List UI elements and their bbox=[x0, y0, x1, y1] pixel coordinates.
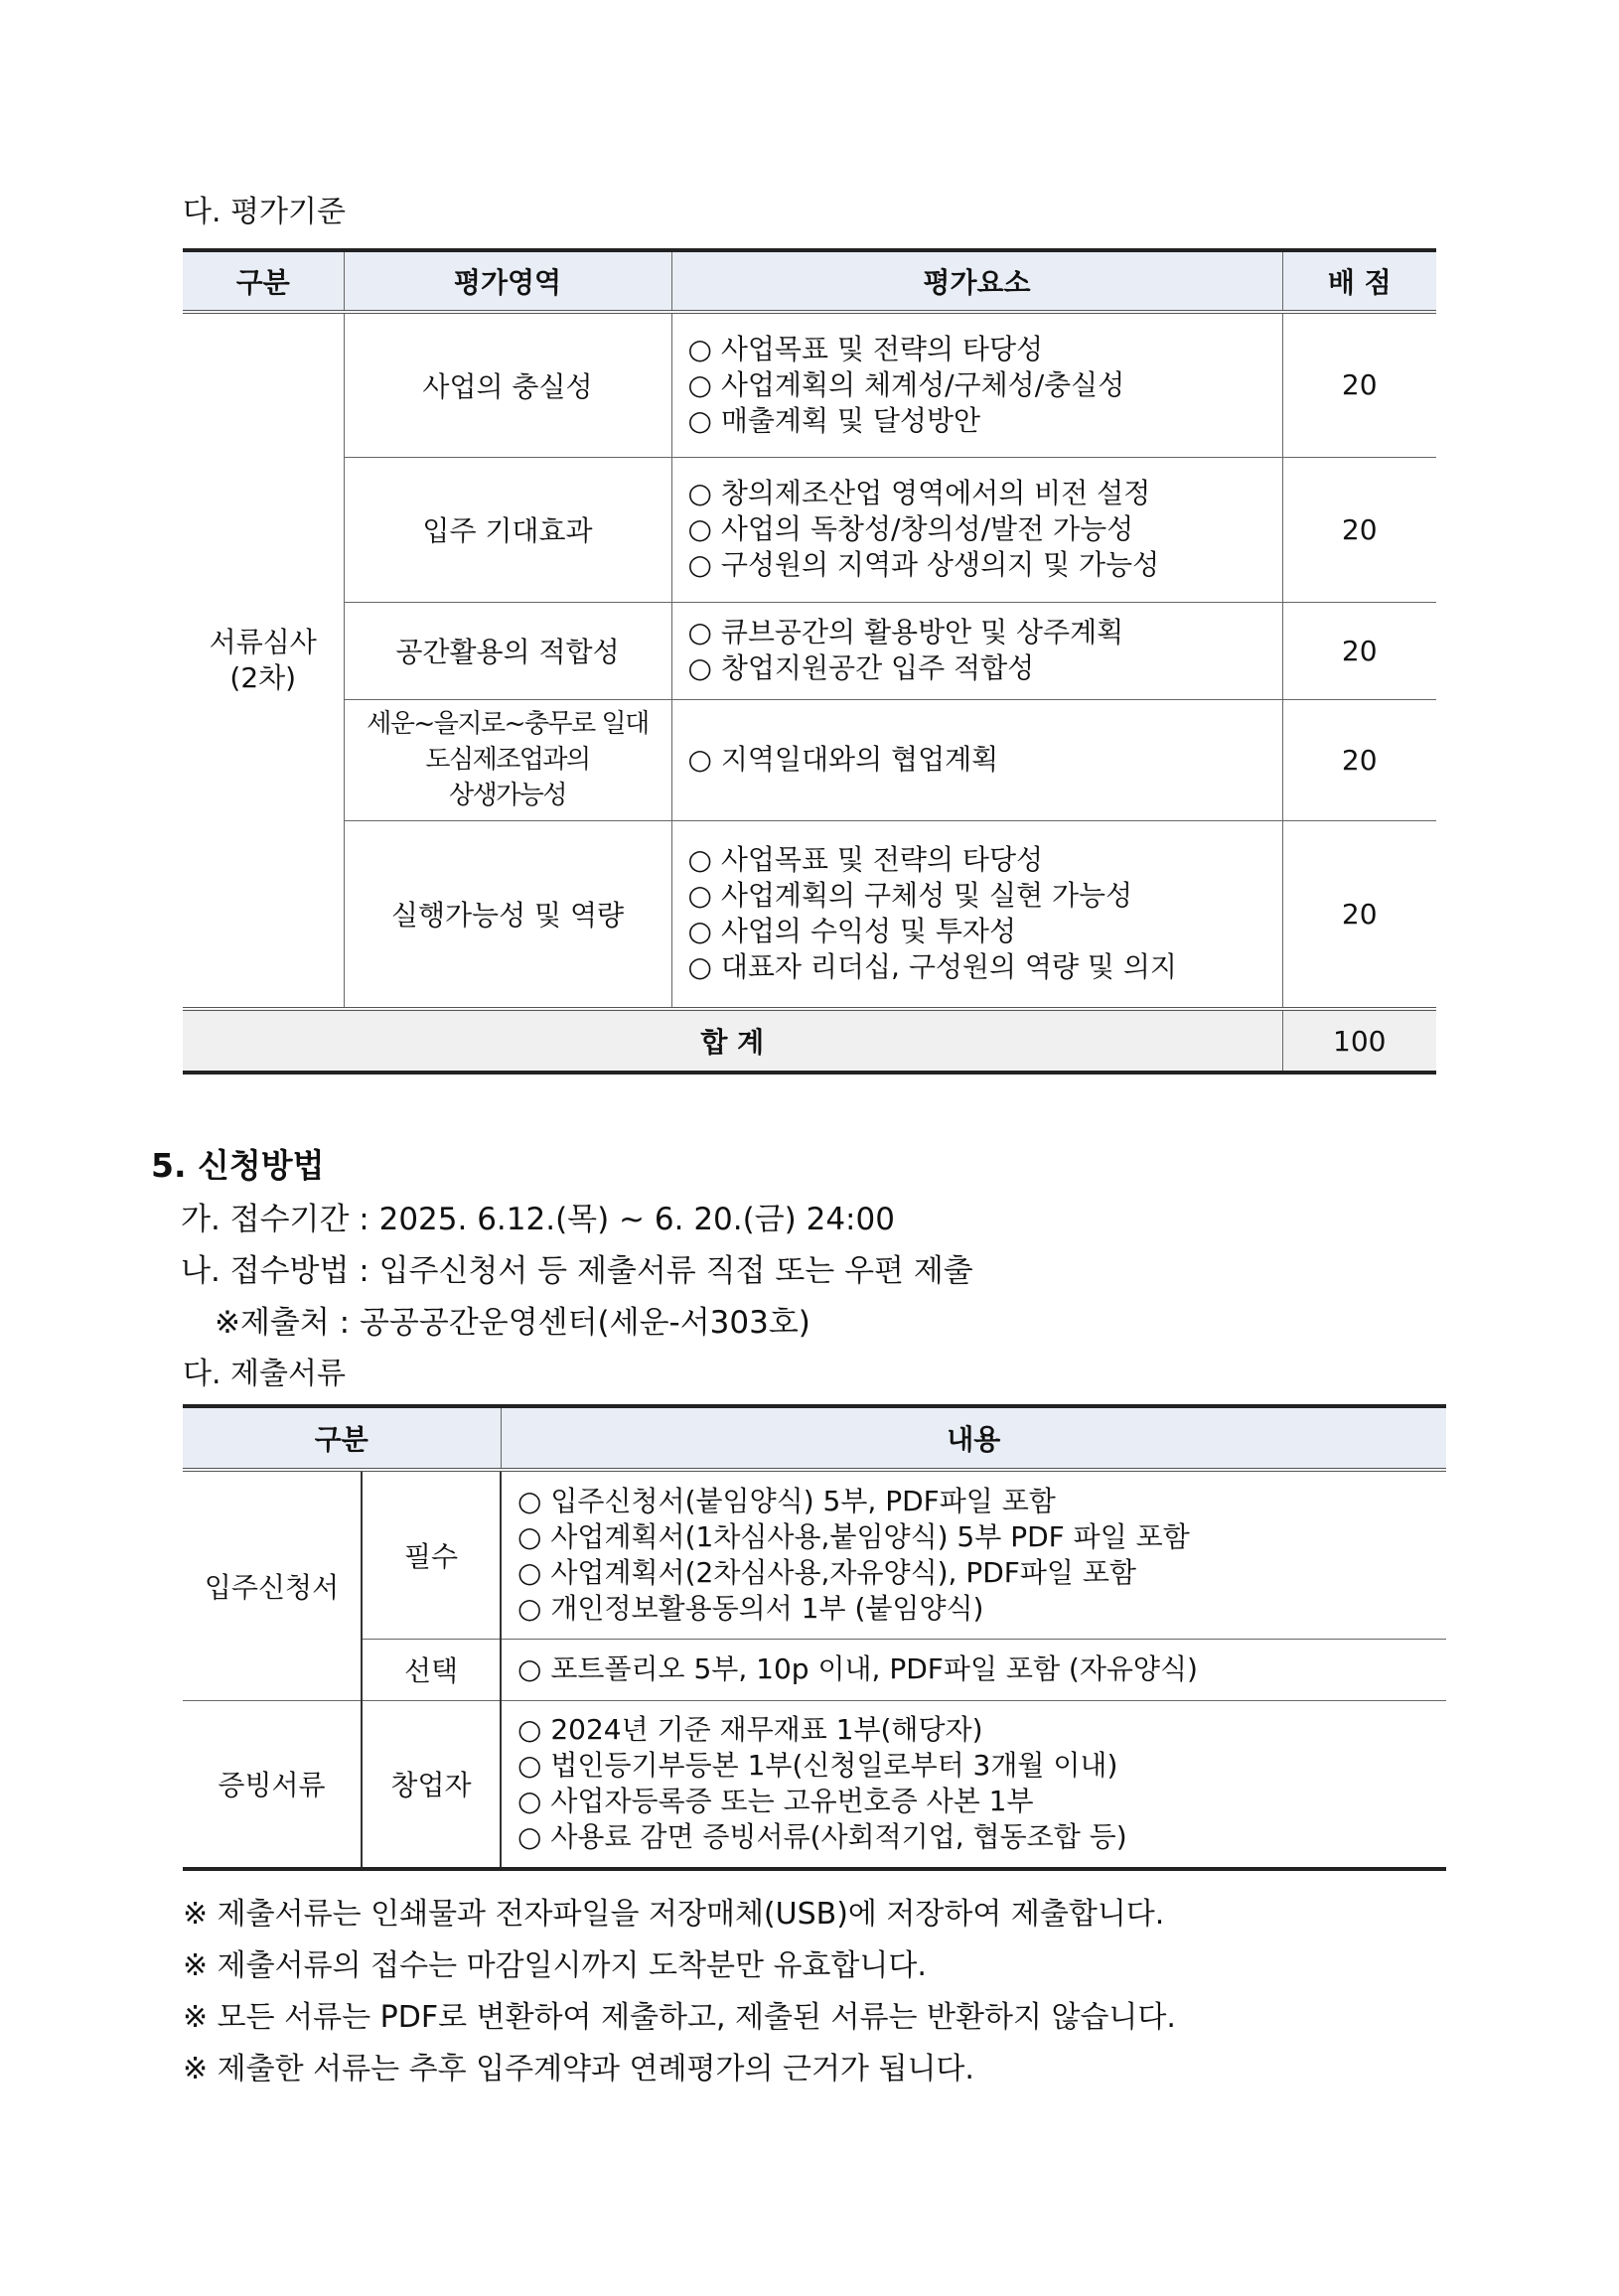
list-item: ○ 2024년 기준 재무재표 1부(해당자) bbox=[517, 1713, 983, 1747]
note-item: ※ 제출서류는 인쇄물과 전자파일을 저장매체(USB)에 저장하여 제출합니다. bbox=[183, 1897, 1165, 1932]
list-item: ○ 사업계획서(1차심사용,붙임양식) 5부 PDF 파일 포함 bbox=[517, 1519, 1190, 1553]
receipt-method: 나. 접수방법 : 입주신청서 등 제출서류 직접 또는 우편 제출 bbox=[181, 1253, 973, 1289]
table-row bbox=[183, 457, 1436, 602]
elements-cell bbox=[671, 602, 1282, 699]
element-item: ○ 지역일대와의 협업계획 bbox=[687, 743, 999, 776]
content-cell bbox=[501, 1470, 1446, 1639]
submission-documents-table bbox=[183, 1404, 1446, 1871]
element-item: ○ 매출계획 및 달성방안 bbox=[687, 403, 981, 437]
element-item: ○ 사업목표 및 전략의 타당성 bbox=[687, 332, 1044, 365]
table-row bbox=[183, 820, 1436, 1009]
sub-category-cell: 필수 bbox=[362, 1470, 501, 1639]
table-row bbox=[183, 312, 1436, 457]
receipt-period: 가. 접수기간 : 2025. 6.12.(목) ~ 6. 20.(금) 24:00 bbox=[181, 1202, 895, 1237]
sub-category-cell: 선택 bbox=[362, 1639, 501, 1700]
header-elements: 평가요소 bbox=[671, 250, 1282, 312]
header-category: 구분 bbox=[183, 1406, 501, 1470]
element-item: ○ 창의제조산업 영역에서의 비전 설정 bbox=[687, 477, 1151, 509]
score-cell: 20 bbox=[1282, 699, 1436, 820]
score-cell: 20 bbox=[1282, 312, 1436, 457]
total-row bbox=[183, 1009, 1436, 1073]
total-label: 합 계 bbox=[183, 1009, 1282, 1073]
category-cell: 서류심사 (2차) bbox=[183, 312, 344, 1009]
element-item: ○ 사업계획의 체계성/구체성/충실성 bbox=[687, 367, 1125, 401]
table-header-row bbox=[183, 250, 1436, 312]
content-cell bbox=[501, 1639, 1446, 1700]
list-item: ○ 사용료 감면 증빙서류(사회적기업, 협동조합 등) bbox=[517, 1820, 1127, 1854]
elements-cell bbox=[671, 312, 1282, 457]
list-item: ○ 입주신청서(붙임양식) 5부, PDF파일 포함 bbox=[517, 1484, 1056, 1517]
area-cell: 사업의 충실성 bbox=[344, 312, 671, 457]
elements-cell bbox=[671, 457, 1282, 602]
area-cell: 입주 기대효과 bbox=[344, 457, 671, 602]
list-item: ○ 개인정보활용동의서 1부 (붙임양식) bbox=[517, 1591, 984, 1625]
elements-cell bbox=[671, 699, 1282, 820]
evaluation-criteria-table bbox=[183, 248, 1436, 1075]
header-content: 내용 bbox=[501, 1406, 1446, 1470]
note-item: ※ 제출한 서류는 추후 입주계약과 연례평가의 근거가 됩니다. bbox=[183, 2052, 974, 2086]
element-item: ○ 창업지원공간 입주 적합성 bbox=[687, 651, 1035, 684]
submission-place: ※제출처 : 공공공간운영센터(세운-서303호) bbox=[215, 1305, 810, 1341]
note-item: ※ 모든 서류는 PDF로 변환하여 제출하고, 제출된 서류는 반환하지 않습니다. bbox=[183, 2000, 1176, 2035]
table-header-row bbox=[183, 1406, 1446, 1470]
list-item: ○ 법인등기부등본 1부(신청일로부터 3개월 이내) bbox=[517, 1749, 1118, 1783]
table-row bbox=[183, 699, 1436, 820]
sub-category-cell: 창업자 bbox=[362, 1700, 501, 1869]
element-item: ○ 큐브공간의 활용방안 및 상주계획 bbox=[687, 616, 1124, 648]
table-row bbox=[183, 1700, 1446, 1869]
area-cell: 세운~을지로~충무로 일대 도심제조업과의 상생가능성 bbox=[344, 699, 671, 820]
score-cell: 20 bbox=[1282, 820, 1436, 1009]
element-item: ○ 구성원의 지역과 상생의지 및 가능성 bbox=[687, 548, 1160, 581]
element-item: ○ 사업계획의 구체성 및 실현 가능성 bbox=[687, 879, 1133, 913]
element-item: ○ 대표자 리더십, 구성원의 역량 및 의지 bbox=[687, 950, 1177, 984]
element-item: ○ 사업목표 및 전략의 타당성 bbox=[687, 843, 1044, 877]
note-item: ※ 제출서류의 접수는 마감일시까지 도착분만 유효합니다. bbox=[183, 1948, 927, 1983]
header-category: 구분 bbox=[183, 250, 344, 312]
group-cell: 증빙서류 bbox=[183, 1700, 362, 1869]
table-row bbox=[183, 602, 1436, 699]
total-value: 100 bbox=[1282, 1009, 1436, 1073]
elements-cell bbox=[671, 820, 1282, 1009]
score-cell: 20 bbox=[1282, 602, 1436, 699]
table-row bbox=[183, 1639, 1446, 1700]
list-item: ○ 사업계획서(2차심사용,자유양식), PDF파일 포함 bbox=[517, 1555, 1136, 1589]
list-item: ○ 포트폴리오 5부, 10p 이내, PDF파일 포함 (자유양식) bbox=[517, 1652, 1198, 1685]
header-area: 평가영역 bbox=[344, 250, 671, 312]
documents-heading: 다. 제출서류 bbox=[183, 1357, 346, 1391]
section-title: 5. 신청방법 bbox=[151, 1146, 325, 1185]
score-cell: 20 bbox=[1282, 457, 1436, 602]
content-cell bbox=[501, 1700, 1446, 1869]
eval-criteria-heading: 다. 평가기준 bbox=[183, 195, 346, 229]
element-item: ○ 사업의 수익성 및 투자성 bbox=[687, 915, 1017, 948]
header-score: 배 점 bbox=[1282, 250, 1436, 312]
area-cell: 공간활용의 적합성 bbox=[344, 602, 671, 699]
group-cell: 입주신청서 bbox=[183, 1470, 362, 1700]
table-row bbox=[183, 1470, 1446, 1639]
area-cell: 실행가능성 및 역량 bbox=[344, 820, 671, 1009]
element-item: ○ 사업의 독창성/창의성/발전 가능성 bbox=[687, 512, 1134, 545]
list-item: ○ 사업자등록증 또는 고유번호증 사본 1부 bbox=[517, 1785, 1034, 1818]
